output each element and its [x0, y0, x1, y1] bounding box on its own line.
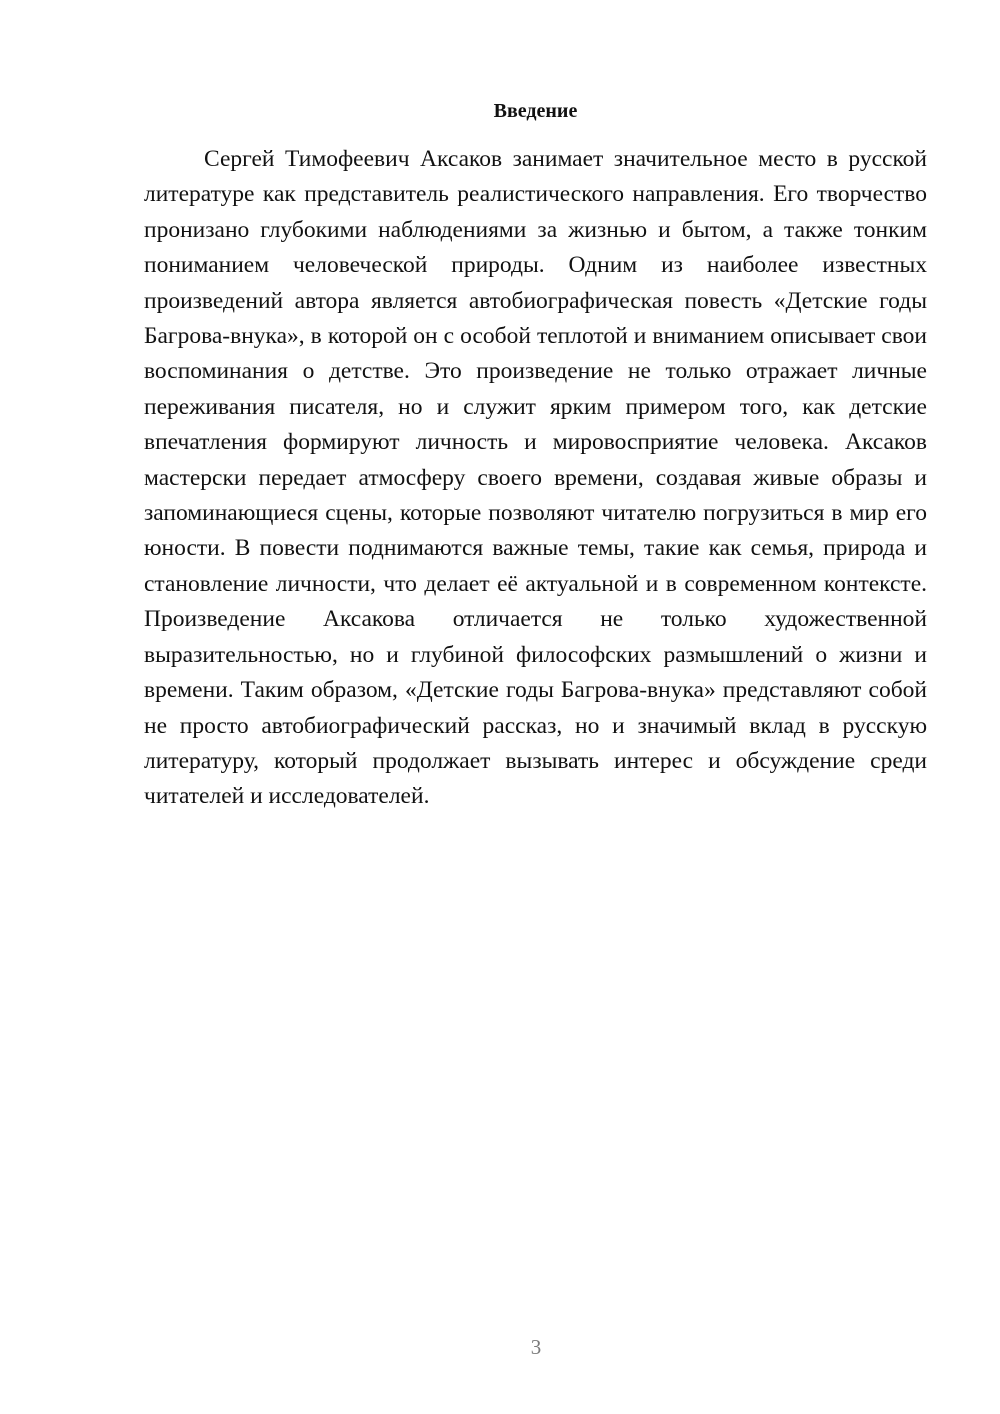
- page-number: 3: [530, 1335, 542, 1359]
- section-heading: Введение: [493, 100, 578, 122]
- introduction-paragraph: Сергей Тимофеевич Аксаков занимает значительное место в русской литературе как представитель реалистического направления. Его творчество пронизано глубокими наблюдениями за жизнью и бытом, а также тонким пониманием человеческой природы. Одним из наиболее известных произведений автора является автобиографическая повесть «Детские годы Багрова-внука», в которой он с особой теплотой и вниманием описывает свои воспоминания о детстве. Это произведение не только отражает личные переживания писателя, но и служит ярким примером того, как детские впечатления формируют личность и мировосприятие человека. Аксаков мастерски передает атмосферу своего времени, создавая живые образы и запоминающиеся сцены, которые позволяют читателю погрузиться в мир его юности. В повести поднимаются важные темы, такие как семья, природа и становление личности, что делает её актуальной и в современном контексте. Произведение Аксакова отличается не только художественной выразительностью, но и глубиной философских размышлений о жизни и времени. Таким образом, «Детские годы Багрова-внука» представляют собой не просто автобиографический рассказ, но и значимый вклад в русскую литературу, который продолжает вызывать интерес и обсуждение среди читателей и исследователей.: [144, 146, 927, 810]
